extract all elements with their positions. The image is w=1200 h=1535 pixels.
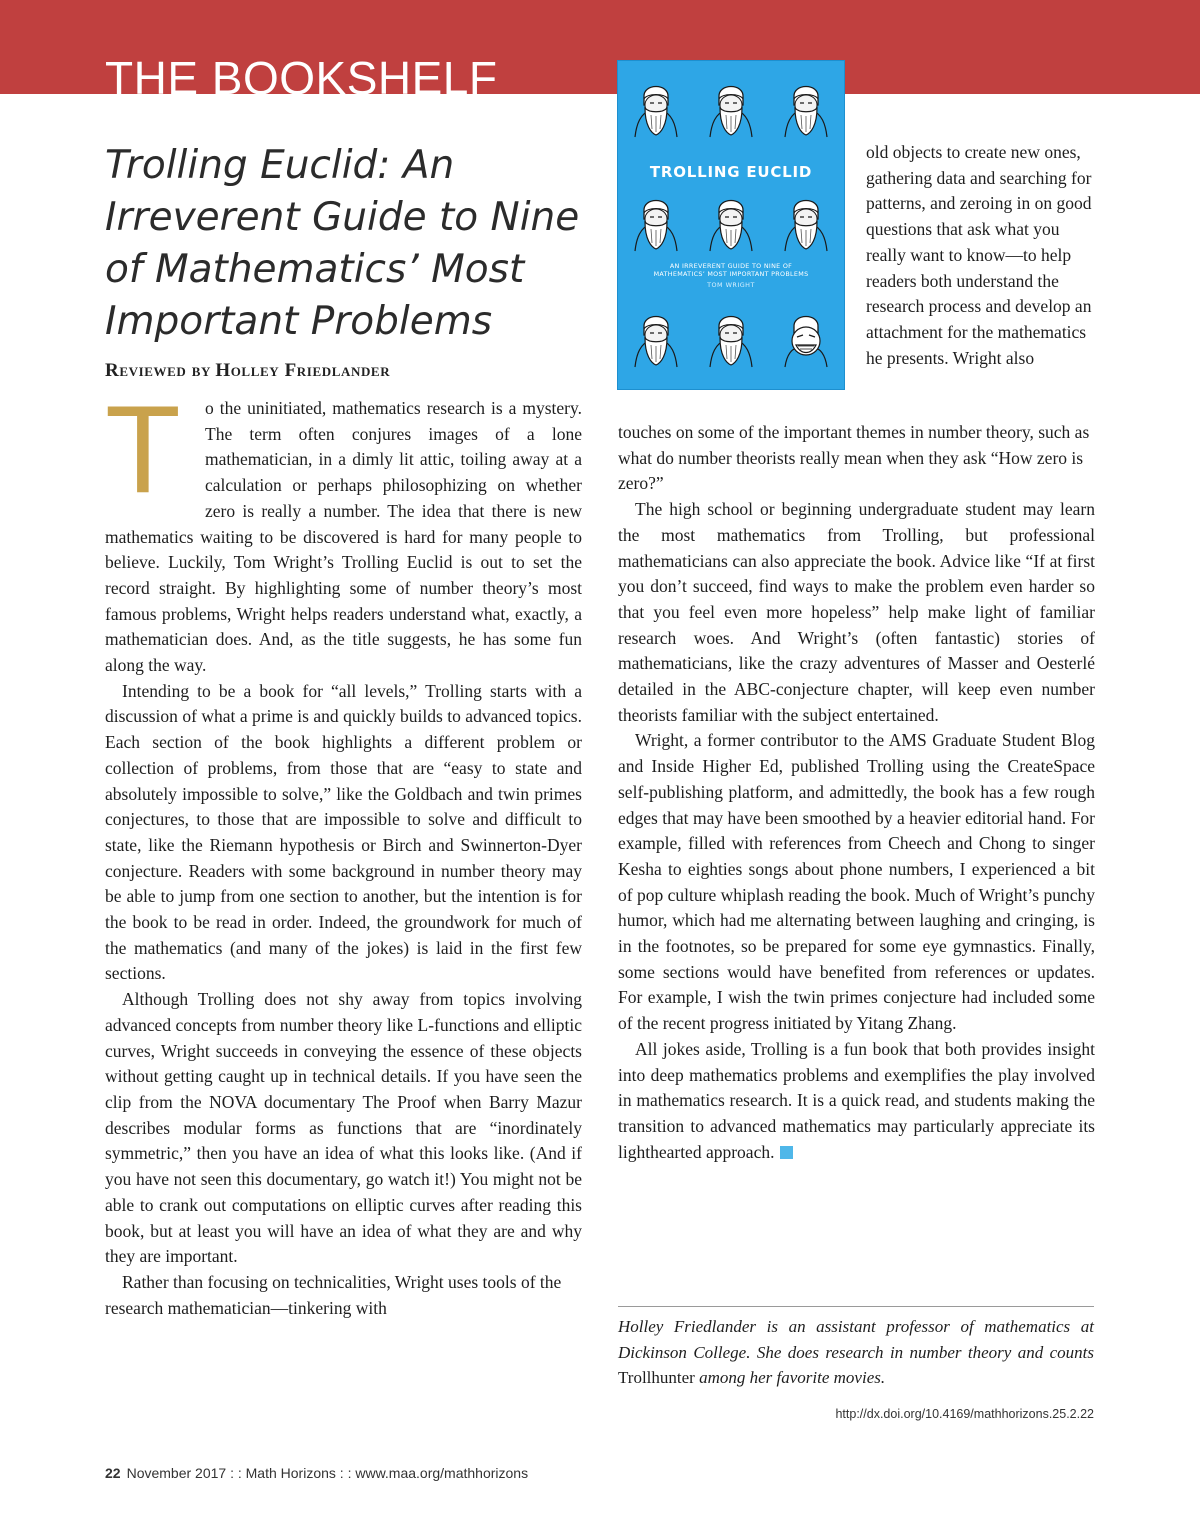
byline-prefix: Reviewed by — [105, 360, 211, 381]
column-left — [105, 381, 582, 1321]
paragraph-4-end: touches on some of the important themes in number theory, such as what do number theorists really mean when they ask “How zero is zero?” — [618, 422, 1090, 494]
byline — [105, 360, 390, 382]
bio-movie: Trollhunter — [618, 1368, 695, 1387]
cover-subtitle — [618, 263, 844, 278]
column-right-wrap — [866, 140, 1094, 371]
cover-title: TROLLING EUCLID — [649, 163, 813, 181]
column-right — [618, 420, 1095, 1165]
dropcap: T — [105, 381, 181, 519]
bio-text-2: among her favorite movies. — [699, 1368, 886, 1387]
paragraph-4-middle: old objects to create new ones, gathering data and searching for patterns, and zeroing in on good questions that ask what you really want to know—to help readers both understand the research process and develop an attachment for the mathematics he presents. Wright also — [866, 142, 1092, 368]
header-band — [0, 0, 1200, 94]
book-cover — [617, 60, 845, 390]
paragraph-6: Wright, a former contributor to the AMS Graduate Student Blog and Inside Higher Ed, published Trolling using the CreateSpace self-publishing platform, and admittedly, the book has a few rough edges that may have been smoothed by a heavier editorial hand. For example, filled with references from Cheech and Chong to singer Kesha to eighties songs about phone numbers, I experienced a bit of pop culture whiplash reading the book. Much of Wright’s punchy humor, which had me alternating between laughing and cringing, is in the footnotes, so be prepared for some eye gymnastics. Finally, some sections would have benefited from references or updates. For example, I wish the twin primes conjecture had included some of the recent progress initiated by Yitang Zhang. — [618, 730, 1095, 1034]
paragraph-2: Intending to be a book for “all levels,” Trolling starts with a discussion of what a prime is and quickly builds to advanced topics. Each section of the book highlights a different problem or collection of problems, from those that are “easy to state and absolutely impossible to solve,” like the Goldbach and twin primes conjectures, to those that are impossible to solve and difficult to state, like the Riemann hypothesis or Birch and Swinnerton-Dyer conjecture. Readers with some background in number theory may be able to jump from one section to another, but the intention is for the book to be read in order. Indeed, the groundwork for much of the mathematics (and many of the jokes) is laid in the first few sections. — [105, 680, 582, 984]
paragraph-1: o the uninitiated, mathematics research is a mystery. The term often conjures images of a lone mathematician, in a dimly lit attic, toiling away at a calculation or perhaps philosophizing on whether zero is really a number. The idea that there is new mathematics waiting to be discovered is hard for many people to believe. Luckily, Tom Wright’s Trolling Euclid is out to set the record straight. By highlighting some of number theory’s most famous problems, Wright helps readers understand what, exactly, a mathematician does. And, as the title suggests, he has some fun along the way. — [105, 398, 582, 676]
cover-subtitle-line2: MATHEMATICS’ MOST IMPORTANT PROBLEMS — [653, 269, 809, 278]
euclid-illustration — [618, 61, 844, 389]
cover-subtitle-line1: AN IRREVERENT GUIDE TO NINE OF — [669, 262, 793, 270]
paragraph-3: Although Trolling does not shy away from topics involving advanced concepts from number theory like L-functions and elliptic curves, Wright succeeds in conveying the essence of these objects without getting caught up in technical details. If you have seen the clip from the NOVA documentary The Proof when Barry Mazur describes modular forms as functions that are “inordinately symmetric,” then you have an idea of what this looks like. (And if you have not seen this documentary, go watch it!) You might not be able to crank out computations on elliptic curves after reading this book, but at least you will have an idea of what they are and why they are important. — [105, 989, 582, 1267]
bio-divider — [618, 1306, 1094, 1307]
page-number: 22 — [105, 1465, 121, 1481]
paragraph-4-start: Rather than focusing on technicalities, Wright uses tools of the research mathematician—tinkering with — [105, 1271, 562, 1318]
bio-text-1: Holley Friedlander is an assistant professor of mathematics at Dickinson College. She does research in number theory and counts — [618, 1317, 1094, 1362]
section-title: THE BOOKSHELF — [105, 52, 498, 94]
author-bio — [618, 1314, 1094, 1391]
cover-author: TOM WRIGHT — [707, 281, 755, 289]
end-mark-icon — [780, 1146, 793, 1159]
doi-link[interactable]: http://dx.doi.org/10.4169/mathhorizons.25.2.22 — [835, 1407, 1094, 1421]
article-title: Trolling Euclid: An Irreverent Guide to Nine of Mathematics’ Most Important Problems — [105, 143, 580, 344]
reviewer-name: Holley Friedlander — [215, 360, 391, 381]
paragraph-7 — [618, 1037, 1095, 1166]
paragraph-7-text: All jokes aside, Trolling is a fun book that both provides insight into deep mathematics problems and exemplifies the play involved in mathematics research. It is a quick read, and students making the transition to advanced mathematics may particularly appreciate its lighthearted approach. — [618, 1038, 1095, 1162]
page-footer — [105, 1465, 528, 1481]
footer-text: November 2017 : : Math Horizons : : www.maa.org/mathhorizons — [126, 1465, 529, 1481]
paragraph-5: The high school or beginning undergraduate student may learn the most mathematics from Trolling, but professional mathematicians can also appreciate the book. Advice like “If at first you don’t succeed, find ways to make the problem even harder so that you feel even more hopeless” help make light of familiar research woes. And Wright’s (often fantastic) stories of mathematicians, like the crazy adventures of Masser and Oesterlé detailed in the ABC-conjecture chapter, will keep even number theorists familiar with the subject entertained. — [618, 499, 1095, 725]
